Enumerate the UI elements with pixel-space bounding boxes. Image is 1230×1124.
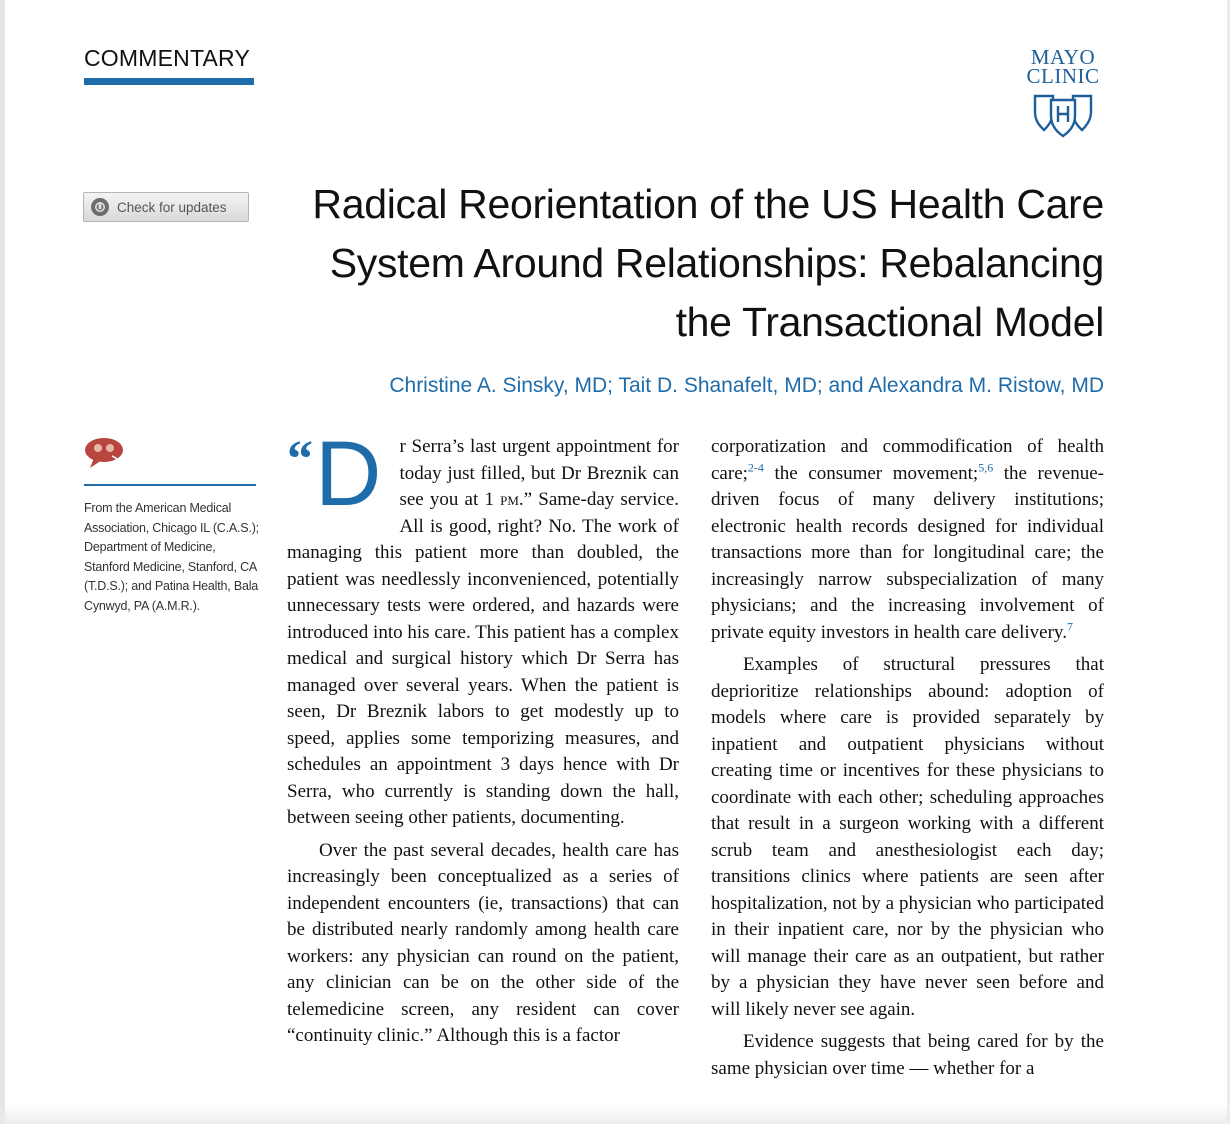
- page-left-edge: [0, 0, 5, 1124]
- sidebar-rule: [84, 484, 256, 486]
- opening-quote-mark: “: [287, 431, 309, 488]
- paragraph-1-rest: .” Same-day service. All is good, right? No. The work of managing this patient more than doubled, the patient was needlessly inconvenienced, potentially unnecessary tests were ordered, and hazards were introduced into his care. This patient has a complex medical and surgical history which Dr Serra has managed over several years. When the patient is seen, Dr Breznik labors to get modestly up to speed, applies some temporizing measures, and schedules an appointment 3 days hence with Dr Serra, who currently is standing down the hall, between seeing other patients, documenting.: [287, 489, 679, 828]
- speech-bubble-icon: [84, 436, 124, 475]
- paragraph-1: [287, 423, 679, 832]
- title-line-2: System Around Relationships: Rebalancing: [329, 240, 1104, 286]
- author-affiliations: From the American Medical Association, Chicago IL (C.A.S.); Department of Medicine, Stanford Medicine, Stanford, CA (T.D.S.); and Patina Health, Bala Cynwyd, PA (A.M.R.).: [84, 501, 259, 613]
- title-line-3: the Transactional Model: [675, 299, 1104, 345]
- drop-cap: D: [315, 423, 382, 525]
- paragraph-1-text: r Serra’s last urgent appointment for today just filled, but Dr Breznik can see you at 1: [399, 436, 679, 510]
- body-column-1: [287, 423, 679, 1050]
- citation-link[interactable]: 2-4: [747, 460, 764, 475]
- logo-line-1: MAYO: [1030, 45, 1096, 69]
- citation-link[interactable]: 5,6: [978, 460, 994, 475]
- title-line-1: Radical Reorientation of the US Health Care: [312, 181, 1104, 227]
- check-updates-icon: [91, 198, 109, 216]
- mayo-clinic-logo: [1018, 45, 1108, 138]
- check-updates-label: Check for updates: [117, 199, 227, 215]
- paragraph-3: [711, 434, 1104, 646]
- citation-link[interactable]: 7: [1066, 619, 1073, 634]
- paragraph-5: Evidence suggests that being cared for by the same physician over time — whether for a: [711, 1031, 1104, 1079]
- paragraph-3-part-a: corporatization and commodification of health care;: [711, 436, 1104, 484]
- paragraph-1-pm: pm: [500, 489, 519, 510]
- section-rule: [84, 78, 254, 85]
- logo-line-2: CLINIC: [1026, 64, 1100, 88]
- check-for-updates-button[interactable]: [83, 192, 249, 222]
- paragraph-3-part-b: the consumer movement;: [763, 462, 979, 484]
- paragraph-4: Examples of structural pressures that deprioritize relationships abound: adoption of models where care is provided separately by inpatient and outpatient physicians without creating time or incentives for these physicians to coordinate with each other; scheduling approaches that result in a surgeon working with a different scrub team and anesthesiologist each day; transitions clinics where patients are seen after hospitalization, not by a physician who participated in their inpatient care, nor by the physician who will manage their care as an outpatient, but rather by a physician they have never seen before and will likely never see again.: [711, 654, 1104, 1020]
- mayo-shield-icon: [1032, 92, 1094, 138]
- section-label: COMMENTARY: [84, 45, 250, 71]
- body-column-2: [711, 434, 1104, 1082]
- paragraph-3-part-c: the revenue-driven focus of many delivery institutions; electronic health records designed for individual transactions more than for longitudinal care; the increasingly narrow subspecialization of many physicians; and the increasing involvement of private equity investors in health care delivery.: [711, 462, 1104, 643]
- author-list[interactable]: Christine A. Sinsky, MD; Tait D. Shanafelt, MD; and Alexandra M. Ristow, MD: [389, 374, 1104, 397]
- article-title: [270, 175, 1104, 352]
- bottom-shadow: [0, 1104, 1230, 1124]
- paragraph-2: Over the past several decades, health care has increasingly been conceptualized as a series of independent encounters (ie, transactions) that can be distributed nearly randomly among health care workers: any physician can round on the patient, any clinician can be on the other side of the telemedicine screen, any resident can cover “continuity clinic.” Although this is a factor: [287, 839, 679, 1046]
